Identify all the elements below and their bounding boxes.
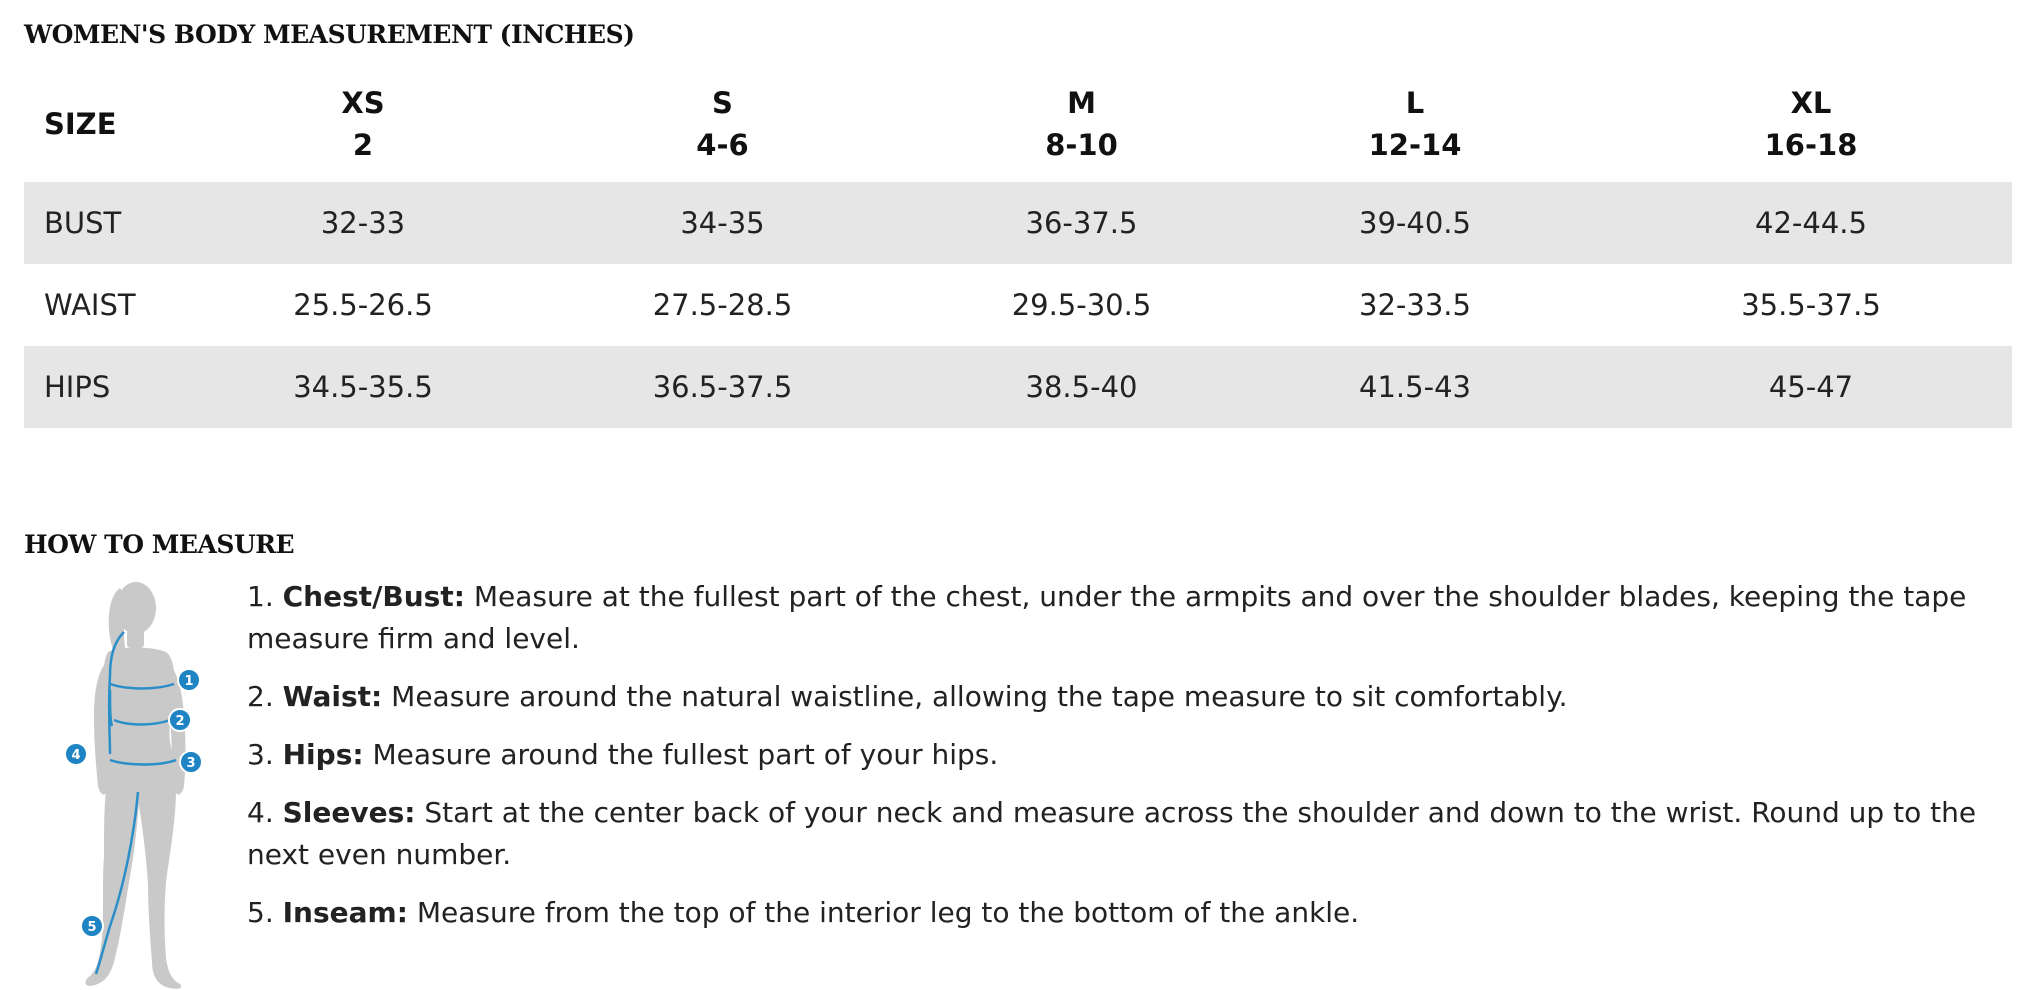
- step-term: Inseam:: [282, 896, 408, 929]
- marker-3-icon: [180, 751, 202, 773]
- marker-2-icon: [169, 709, 191, 731]
- step-inseam: [247, 892, 2007, 934]
- table-cell: 42-44.5: [1755, 206, 1867, 240]
- step-chest-bust: [247, 576, 2007, 660]
- row-label: BUST: [44, 206, 122, 240]
- size-numeric: 4-6: [696, 128, 749, 162]
- marker-5-icon: [81, 915, 103, 937]
- table-row-hips: [24, 346, 2012, 428]
- table-cell: 27.5-28.5: [652, 288, 793, 322]
- size-chart-table: [24, 66, 2012, 428]
- table-cell: 34-35: [680, 206, 765, 240]
- size-code: L: [1405, 86, 1425, 120]
- size-code: M: [1067, 86, 1096, 120]
- table-cell: 35.5-37.5: [1741, 288, 1881, 322]
- step-sleeves: [247, 792, 2007, 876]
- table-cell: 25.5-26.5: [293, 288, 433, 322]
- table-cell: 36.5-37.5: [652, 370, 793, 404]
- table-cell: 32-33.5: [1359, 288, 1471, 322]
- size-header-xs: [224, 66, 502, 182]
- marker-4-icon: [65, 743, 87, 765]
- step-text: Measure from the top of the interior leg to the bottom of the ankle.: [416, 896, 1360, 929]
- table-row-waist: [24, 264, 2012, 346]
- svg-text:1: 1: [184, 674, 194, 689]
- size-header-l: [1220, 66, 1610, 182]
- step-text: Measure around the fullest part of your hips.: [372, 738, 999, 771]
- step-term: Chest/Bust:: [282, 580, 465, 613]
- table-cell: 32-33: [320, 206, 406, 240]
- step-text: Measure at the fullest part of the chest, under the armpits and over the shoulder blades, keeping the tape measure firm and level.: [247, 580, 1967, 655]
- row-label: HIPS: [44, 370, 111, 404]
- size-numeric: 8-10: [1045, 128, 1118, 162]
- row-label: WAIST: [44, 288, 136, 322]
- svg-text:4: 4: [71, 748, 81, 763]
- svg-text:5: 5: [87, 920, 97, 935]
- step-term: Sleeves:: [282, 796, 416, 829]
- step-text: Measure around the natural waistline, allowing the tape measure to sit comfortably.: [391, 680, 1568, 713]
- body-silhouette-illustration: [24, 566, 224, 990]
- table-cell: 36-37.5: [1025, 206, 1138, 240]
- step-term: Hips:: [282, 738, 364, 771]
- size-header-xl: [1610, 66, 2012, 182]
- size-code: XL: [1790, 86, 1832, 120]
- size-code: S: [712, 86, 733, 120]
- table-cell: 38.5-40: [1025, 370, 1138, 404]
- size-header-m: [943, 66, 1220, 182]
- measurement-figure: [24, 566, 224, 990]
- table-cell: 41.5-43: [1359, 370, 1471, 404]
- step-number: 1.: [247, 580, 274, 613]
- step-number: 5.: [247, 896, 274, 929]
- svg-text:2: 2: [175, 714, 185, 729]
- table-cell: 34.5-35.5: [293, 370, 433, 404]
- table-cell: 45-47: [1768, 370, 1854, 404]
- measure-steps-list: [247, 576, 2007, 950]
- svg-text:3: 3: [186, 756, 196, 771]
- step-text: Start at the center back of your neck and measure across the shoulder and down to the wrist. Round up to the next even number.: [247, 796, 1977, 871]
- step-number: 2.: [247, 680, 274, 713]
- step-term: Waist:: [282, 680, 383, 713]
- table-cell: 29.5-30.5: [1011, 288, 1152, 322]
- size-numeric: 12-14: [1368, 128, 1462, 162]
- size-code: XS: [341, 86, 385, 120]
- size-numeric: 16-18: [1764, 128, 1858, 162]
- step-number: 3.: [247, 738, 274, 771]
- table-row-bust: [24, 182, 2012, 264]
- step-hips: [247, 734, 2007, 776]
- size-header-row: [24, 66, 2012, 182]
- marker-1-icon: [178, 669, 200, 691]
- size-chart-title: WOMEN'S BODY MEASUREMENT (INCHES): [24, 20, 635, 49]
- table-cell: 39-40.5: [1359, 206, 1471, 240]
- size-header-s: [502, 66, 943, 182]
- step-number: 4.: [247, 796, 274, 829]
- size-column-label: SIZE: [44, 107, 117, 141]
- how-to-measure-title: HOW TO MEASURE: [24, 530, 295, 559]
- size-numeric: 2: [352, 128, 374, 162]
- step-waist: [247, 676, 2007, 718]
